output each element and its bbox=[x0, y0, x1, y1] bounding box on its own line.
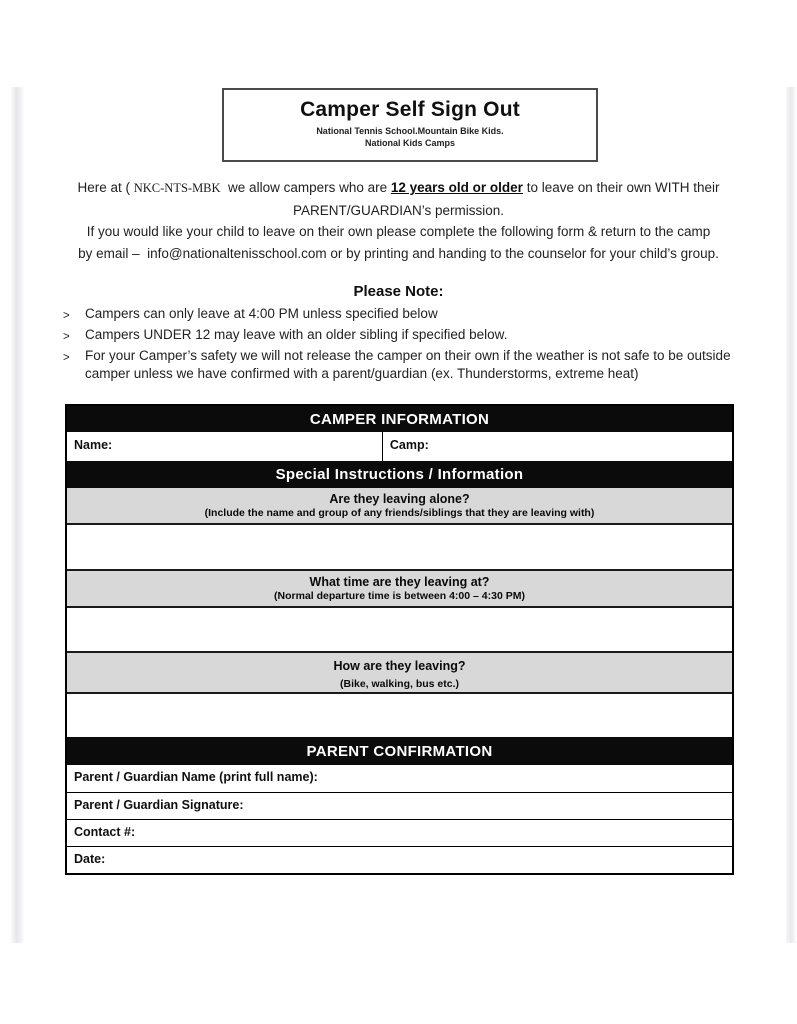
page-edge-shadow-right bbox=[786, 87, 797, 943]
form-subtitle-line2: National Kids Camps bbox=[364, 137, 456, 148]
intro-line3: If you would like your child to leave on their own please complete the following form & return to the camp bbox=[86, 224, 711, 239]
question-band-leaving-alone bbox=[67, 488, 732, 525]
page-edge-shadow-left bbox=[10, 87, 24, 943]
bullet-text: Campers UNDER 12 may leave with an older sibling if specified below. bbox=[85, 326, 508, 342]
intro-line2: PARENT/GUARDIAN’s permission. bbox=[292, 202, 505, 218]
note-bullet bbox=[63, 305, 739, 326]
form-title-box bbox=[222, 88, 598, 162]
question-band-leaving-time bbox=[67, 569, 732, 608]
question-band-leaving-method bbox=[67, 651, 732, 694]
intro-line1 bbox=[48, 177, 749, 200]
answer-area-leaving-method bbox=[67, 694, 732, 737]
note-bullet bbox=[63, 347, 739, 385]
parent-row-label: Parent / Guardian Name (print full name): bbox=[74, 770, 318, 784]
intro-line1-suffix: to leave on their own WITH their bbox=[522, 180, 720, 195]
please-note-list bbox=[63, 305, 739, 384]
name-field: Name: bbox=[67, 432, 383, 461]
camper-information-header: CAMPER INFORMATION bbox=[67, 406, 732, 432]
intro-line1-mid: we allow campers who are bbox=[220, 180, 391, 195]
question-subtitle: (Bike, walking, bus etc.) bbox=[339, 678, 460, 690]
form-title: Camper Self Sign Out bbox=[300, 98, 520, 121]
age-requirement: 12 years old or older bbox=[390, 180, 523, 195]
form-subtitle-line1: National Tennis School.Mountain Bike Kids. bbox=[316, 126, 504, 136]
bullet-text: For your Camper’s safety we will not release the camper on their own if the weather is not safe to be outside camper unless we have confirmed with a parent/guardian (ex. Thunderstorms, extreme heat) bbox=[85, 347, 731, 382]
parent-row-label: Parent / Guardian Signature: bbox=[74, 798, 244, 812]
parent-row-date bbox=[67, 846, 732, 873]
intro-paragraph bbox=[48, 177, 749, 264]
bullet-marker: > bbox=[63, 351, 70, 364]
parent-row-contact bbox=[67, 819, 732, 846]
special-instructions-header: Special Instructions / Information bbox=[67, 461, 732, 488]
please-note-heading: Please Note: bbox=[353, 283, 444, 300]
bullet-marker: > bbox=[63, 330, 70, 343]
question-title: Are they leaving alone? bbox=[329, 492, 470, 506]
parent-confirmation-header: PARENT CONFIRMATION bbox=[67, 737, 732, 765]
form-table bbox=[65, 404, 734, 875]
intro-line4: by email – info@nationaltenisschool.com or by printing and handing to the counselor for your child’s group. bbox=[78, 245, 719, 261]
bullet-marker: > bbox=[63, 310, 70, 322]
camp-field: Camp: bbox=[389, 438, 429, 452]
parent-row-signature bbox=[67, 792, 732, 819]
intro-line1-prefix: Here at ( bbox=[77, 180, 134, 195]
question-subtitle: (Include the name and group of any friends/siblings that they are leaving with) bbox=[204, 507, 595, 519]
parent-row-label: Date: bbox=[74, 852, 106, 866]
question-title: What time are they leaving at? bbox=[309, 575, 490, 589]
parent-row-label: Contact #: bbox=[74, 825, 136, 839]
question-subtitle: (Normal departure time is between 4:00 – 4:30 PM) bbox=[274, 590, 525, 602]
parent-row-name bbox=[67, 765, 732, 792]
answer-area-leaving-time bbox=[67, 608, 732, 651]
question-title: How are they leaving? bbox=[333, 659, 466, 673]
answer-area-leaving-alone bbox=[67, 525, 732, 569]
org-code: NKC-NTS-MBK bbox=[133, 181, 221, 195]
name-camp-row bbox=[67, 432, 732, 461]
note-bullet bbox=[63, 326, 739, 347]
bullet-text: Campers can only leave at 4:00 PM unless specified below bbox=[85, 306, 438, 321]
